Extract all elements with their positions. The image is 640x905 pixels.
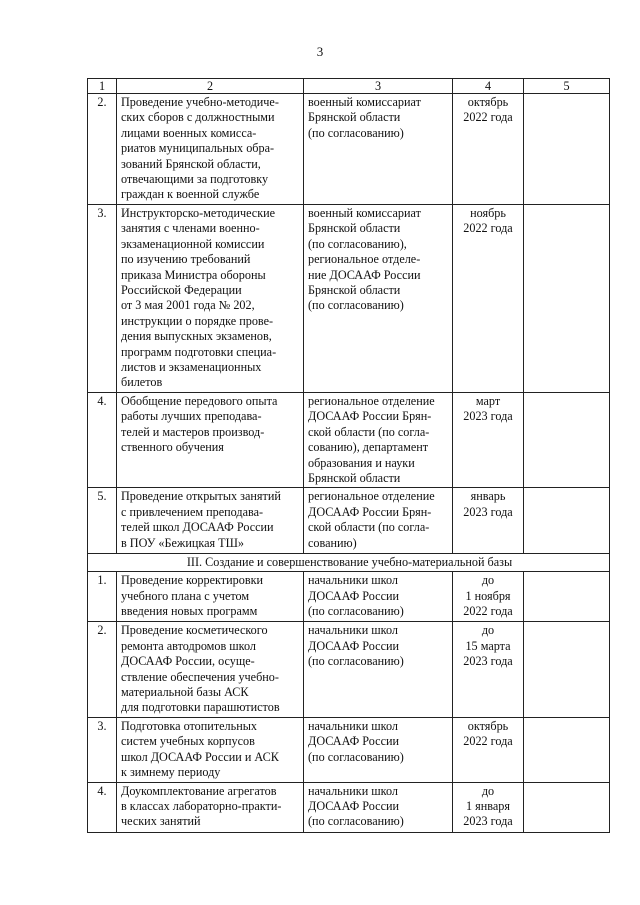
responsible-cell: начальники школ ДОСААФ России (по согласованию)	[304, 717, 453, 782]
responsible-cell: начальники школ ДОСААФ России (по согласованию)	[304, 572, 453, 622]
responsible-cell: начальники школ ДОСААФ России (по согласованию)	[304, 622, 453, 717]
table-row	[88, 622, 610, 717]
date-cell: октябрь 2022 года	[453, 94, 524, 205]
table-row	[88, 205, 610, 393]
event-cell: Проведение косметического ремонта автодромов школ ДОСААФ России, осуще- ствление обеспечения учебно- материальной базы АСК для подготовки парашютистов	[117, 622, 304, 717]
note-cell	[524, 572, 610, 622]
note-cell	[524, 488, 610, 554]
responsible-cell: начальники школ ДОСААФ России (по согласованию)	[304, 782, 453, 832]
responsible-cell: региональное отделение ДОСААФ России Брян- ской области (по согла- сованию)	[304, 488, 453, 554]
responsible-cell: военный комиссариат Брянской области (по согласованию), региональное отделе- ние ДОСААФ России Брянской области (по согласованию)	[304, 205, 453, 393]
row-number: 5.	[88, 488, 117, 554]
column-header: 4	[453, 79, 524, 94]
responsible-cell: военный комиссариат Брянской области (по согласованию)	[304, 94, 453, 205]
activity-plan-table	[87, 78, 610, 833]
note-cell	[524, 717, 610, 782]
date-cell: ноябрь 2022 года	[453, 205, 524, 393]
row-number: 2.	[88, 622, 117, 717]
row-number: 1.	[88, 572, 117, 622]
event-cell: Обобщение передового опыта работы лучших преподава- телей и мастеров производ- ственного обучения	[117, 393, 304, 488]
date-cell: октябрь 2022 года	[453, 717, 524, 782]
note-cell	[524, 622, 610, 717]
table-header-row	[88, 79, 610, 94]
table-row	[88, 782, 610, 832]
column-header: 3	[304, 79, 453, 94]
date-cell: март 2023 года	[453, 393, 524, 488]
event-cell: Инструкторско-методические занятия с членами военно- экзаменационной комиссии по изучению требований приказа Министра обороны Российской Федерации от 3 мая 2001 года № 202, инструкции о порядке прове- дения выпускных экзаменов, программ подготовки специа- листов и экзаменационных билетов	[117, 205, 304, 393]
table-row	[88, 488, 610, 554]
table-row	[88, 94, 610, 205]
responsible-cell: региональное отделение ДОСААФ России Брян- ской области (по согла- сованию), департамент образования и науки Брянской области	[304, 393, 453, 488]
column-header: 5	[524, 79, 610, 94]
note-cell	[524, 94, 610, 205]
date-cell: январь 2023 года	[453, 488, 524, 554]
section-header-row	[88, 554, 610, 572]
event-cell: Проведение открытых занятий с привлечением преподава- телей школ ДОСААФ России в ПОУ «Бежицкая ТШ»	[117, 488, 304, 554]
event-cell: Подготовка отопительных систем учебных корпусов школ ДОСААФ России и АСК к зимнему периоду	[117, 717, 304, 782]
row-number: 2.	[88, 94, 117, 205]
section-title: III. Создание и совершенствование учебно-материальной базы	[88, 554, 610, 572]
event-cell: Проведение учебно-методиче- ских сборов с должностными лицами военных комисса- риатов муниципальных обра- зований Брянской области, отвечающими за подготовку граждан к военной службе	[117, 94, 304, 205]
table-row	[88, 572, 610, 622]
row-number: 4.	[88, 393, 117, 488]
table-row	[88, 717, 610, 782]
table-row	[88, 393, 610, 488]
date-cell: до 1 января 2023 года	[453, 782, 524, 832]
event-cell: Доукомплектование агрегатов в классах лабораторно-практи- ческих занятий	[117, 782, 304, 832]
column-header: 1	[88, 79, 117, 94]
date-cell: до 15 марта 2023 года	[453, 622, 524, 717]
page-number: 3	[316, 44, 324, 59]
event-cell: Проведение корректировки учебного плана с учетом введения новых программ	[117, 572, 304, 622]
date-cell: до 1 ноября 2022 года	[453, 572, 524, 622]
row-number: 4.	[88, 782, 117, 832]
row-number: 3.	[88, 205, 117, 393]
note-cell	[524, 205, 610, 393]
note-cell	[524, 782, 610, 832]
row-number: 3.	[88, 717, 117, 782]
note-cell	[524, 393, 610, 488]
column-header: 2	[117, 79, 304, 94]
